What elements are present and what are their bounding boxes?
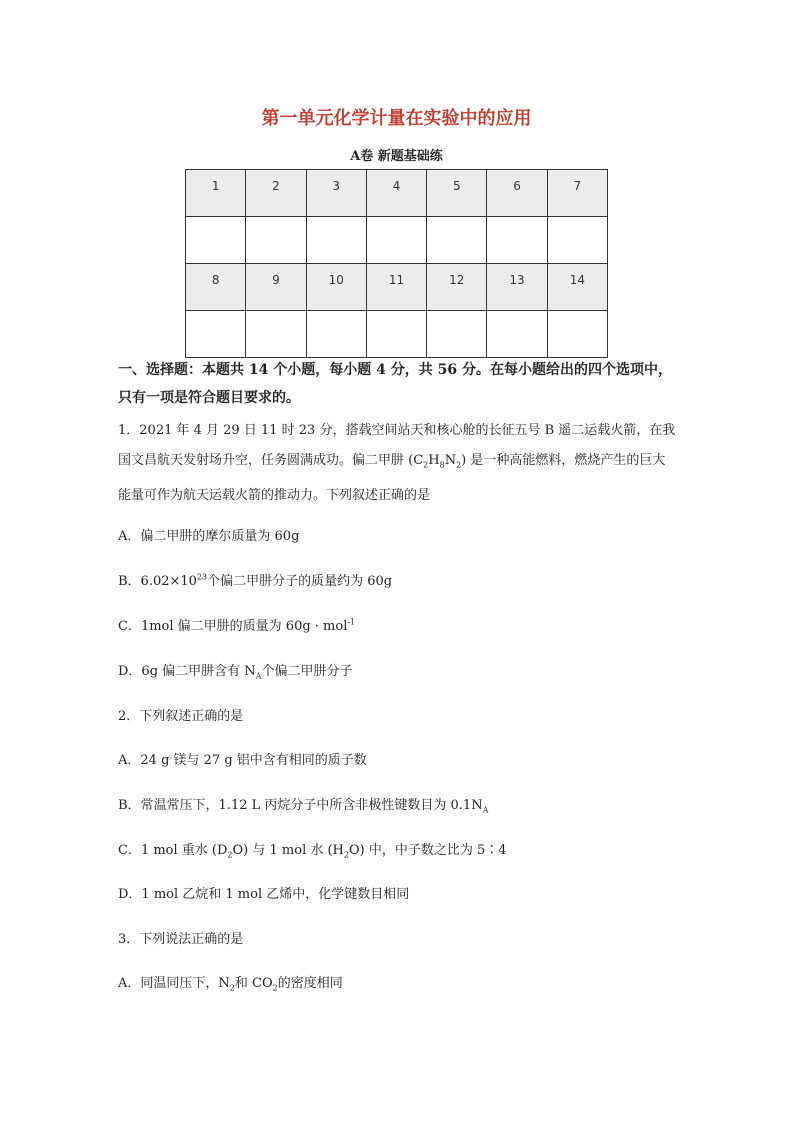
answer-grid-number-row — [186, 170, 608, 217]
answer-number: 1 — [186, 170, 246, 217]
answer-number: 10 — [306, 264, 366, 311]
subscript: A — [482, 805, 489, 815]
q2-option-a: A．24 g 镁与 27 g 铝中含有相同的质子数 — [118, 753, 367, 768]
q2-option-b — [118, 794, 488, 815]
answer-cell[interactable] — [427, 217, 487, 264]
document-title: 第一单元化学计量在实验中的应用 — [261, 108, 532, 129]
option-text: 个偏二甲肼分子 — [261, 664, 353, 679]
subscript: 2 — [343, 850, 349, 860]
option-text: B．常温常压下，1.12 L 丙烷分子中所含非极性键数目为 0.1N — [118, 798, 483, 813]
answer-cell[interactable] — [306, 217, 366, 264]
answer-number: 7 — [547, 170, 607, 217]
answer-number: 11 — [366, 264, 426, 311]
section-subtitle: A卷 新题基础练 — [350, 149, 443, 164]
q1-option-c — [118, 615, 355, 634]
answer-cell[interactable] — [547, 217, 607, 264]
answer-cell[interactable] — [186, 217, 246, 264]
answer-cell[interactable] — [186, 311, 246, 358]
answer-number: 9 — [246, 264, 306, 311]
q1-stem-text-end: ) 是一种高能燃料，燃烧产生的巨大能量可作为航天运载火箭的推动力。下列叙述正确的是 — [118, 453, 666, 503]
option-text: A．同温同压下，N — [118, 976, 230, 991]
answer-cell[interactable] — [306, 311, 366, 358]
subscript: 2 — [229, 983, 235, 993]
subscript: A — [255, 671, 262, 681]
q1-formula-h: H — [428, 453, 440, 468]
option-text: C．1 mol 重水 (D — [118, 843, 228, 858]
q1-stem-text: 1．2021 年 4 月 29 日 11 时 23 分，搭载空间站天和核心舱的长征五号 B 遥二运载火箭，在我国文昌航天发射场升空，任务圆满成功。偏二甲肼 (C — [118, 423, 676, 468]
answer-number: 6 — [487, 170, 547, 217]
superscript: -1 — [347, 617, 356, 627]
answer-cell[interactable] — [246, 217, 306, 264]
answer-cell[interactable] — [366, 217, 426, 264]
subscript: 2 — [272, 983, 278, 993]
question-1-stem — [118, 416, 678, 511]
answer-cell[interactable] — [246, 311, 306, 358]
answer-cell[interactable] — [547, 311, 607, 358]
q2-option-d: D．1 mol 乙烷和 1 mol 乙烯中，化学键数目相同 — [118, 887, 410, 902]
superscript: 23 — [196, 572, 208, 582]
answer-number: 12 — [427, 264, 487, 311]
answer-grid — [185, 169, 608, 358]
answer-cell[interactable] — [427, 311, 487, 358]
option-text: 个偏二甲肼分子的质量约为 60g — [207, 574, 393, 589]
option-text: O) 中，中子数之比为 5∶4 — [349, 843, 507, 858]
answer-number: 4 — [366, 170, 426, 217]
answer-number: 2 — [246, 170, 306, 217]
option-text: O) 与 1 mol 水 (H — [232, 843, 344, 858]
option-text: B．6.02×10 — [118, 574, 197, 589]
question-3-stem: 3．下列说法正确的是 — [118, 932, 244, 947]
question-2-stem: 2．下列叙述正确的是 — [118, 709, 244, 724]
option-text: D．6g 偏二甲肼含有 N — [118, 664, 256, 679]
subscript: 2 — [456, 460, 462, 470]
answer-number: 3 — [306, 170, 366, 217]
option-text: 和 CO — [234, 976, 273, 991]
q1-option-b — [118, 570, 392, 589]
answer-number: 14 — [547, 264, 607, 311]
answer-grid-blank-row — [186, 217, 608, 264]
q1-formula-n: N — [444, 453, 457, 468]
subscript: 2 — [423, 460, 429, 470]
section-instructions: 一、选择题：本题共 14 个小题，每小题 4 分，共 56 分。在每小题给出的四个选项中，只有一项是符合题目要求的。 — [118, 362, 672, 406]
answer-number: 13 — [487, 264, 547, 311]
option-text: 的密度相同 — [277, 976, 343, 991]
answer-grid-blank-row — [186, 311, 608, 358]
q1-option-d — [118, 660, 352, 681]
option-text: C．1mol 偏二甲肼的质量为 60g · mol — [118, 619, 348, 634]
answer-cell[interactable] — [366, 311, 426, 358]
subscript: 8 — [439, 460, 445, 470]
q1-option-a: A．偏二甲肼的摩尔质量为 60g — [118, 529, 300, 544]
q3-option-a — [118, 972, 343, 993]
answer-cell[interactable] — [487, 311, 547, 358]
answer-number: 8 — [186, 264, 246, 311]
q2-option-c — [118, 839, 507, 860]
answer-number: 5 — [427, 170, 487, 217]
answer-cell[interactable] — [487, 217, 547, 264]
subscript: 2 — [227, 850, 233, 860]
answer-grid-number-row — [186, 264, 608, 311]
